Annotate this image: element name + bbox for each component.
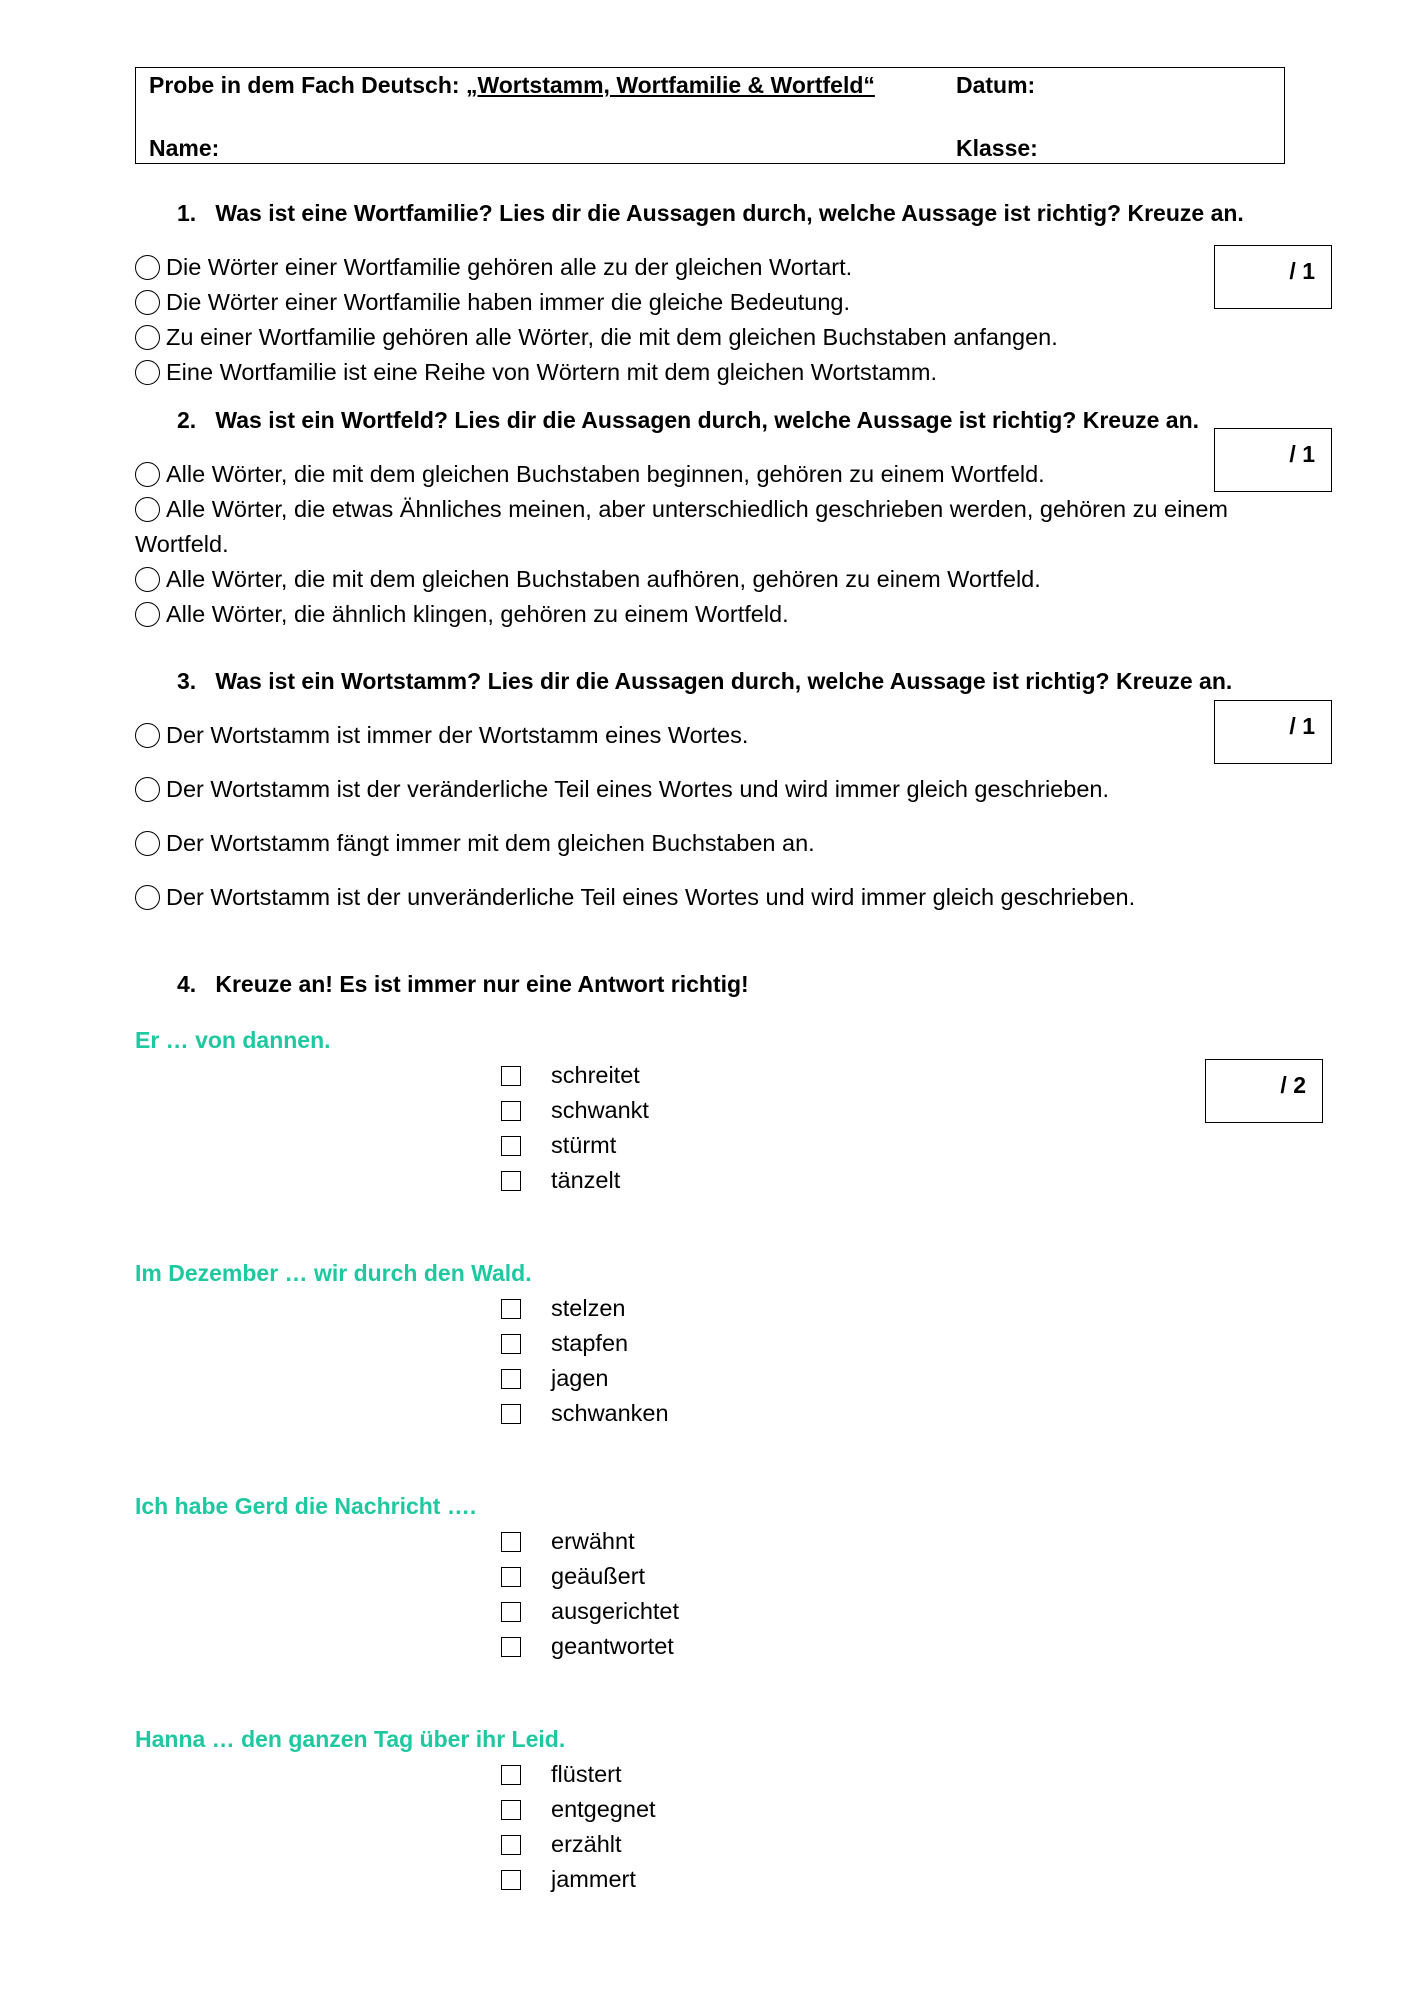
q4-item-1-choice-1[interactable]	[501, 1058, 640, 1093]
q2-option-4[interactable]	[135, 597, 789, 631]
q2-option-1[interactable]	[135, 457, 1045, 491]
radio-circle[interactable]	[135, 497, 160, 522]
q4-item-3-choice-2[interactable]	[501, 1559, 645, 1594]
q2-option-3[interactable]	[135, 562, 1041, 596]
radio-circle[interactable]	[135, 255, 160, 280]
checkbox[interactable]	[501, 1835, 521, 1855]
option-text: Alle Wörter, die mit dem gleichen Buchstaben beginnen, gehören zu einem Wortfeld.	[166, 461, 1045, 487]
q1-option-2[interactable]	[135, 285, 850, 319]
checkbox[interactable]	[501, 1299, 521, 1319]
test-title-prefix: Probe in dem Fach Deutsch:	[149, 72, 466, 98]
question-text: Was ist eine Wortfamilie? Lies dir die Aussagen durch, welche Aussage ist richtig? Kreuze an.	[215, 200, 1244, 226]
question-text: Was ist ein Wortstamm? Lies dir die Aussagen durch, welche Aussage ist richtig? Kreuze an.	[215, 668, 1233, 694]
q4-item-4-choice-1[interactable]	[501, 1757, 622, 1792]
test-topic: „Wortstamm, Wortfamilie & Wortfeld“	[465, 72, 875, 98]
test-title	[149, 72, 875, 99]
choice-text: erwähnt	[551, 1528, 635, 1554]
radio-circle[interactable]	[135, 602, 160, 627]
q4-sentence-3: Ich habe Gerd die Nachricht ….	[135, 1493, 477, 1519]
q4-sentence-4: Hanna … den ganzen Tag über ihr Leid.	[135, 1726, 566, 1752]
choice-text: stapfen	[551, 1330, 629, 1356]
option-text: Alle Wörter, die etwas Ähnliches meinen, aber unterschiedlich geschrieben werden, gehören zu einem	[166, 496, 1229, 522]
q4-item-1-choice-4[interactable]	[501, 1163, 620, 1198]
checkbox[interactable]	[501, 1800, 521, 1820]
q4-sentence-2: Im Dezember … wir durch den Wald.	[135, 1260, 532, 1286]
choice-text: erzählt	[551, 1831, 622, 1857]
question-2-score-box: / 1	[1214, 428, 1332, 492]
q4-item-3-choice-1[interactable]	[501, 1524, 635, 1559]
question-1-title	[177, 200, 1244, 227]
q4-item-4-choice-4[interactable]	[501, 1862, 636, 1897]
checkbox[interactable]	[501, 1765, 521, 1785]
question-4-score-box: / 2	[1205, 1059, 1323, 1123]
question-number: 3.	[177, 668, 197, 694]
option-text: Der Wortstamm fängt immer mit dem gleichen Buchstaben an.	[166, 830, 815, 856]
q4-sentence-1: Er … von dannen.	[135, 1027, 331, 1053]
q4-item-2-choice-3[interactable]	[501, 1361, 609, 1396]
class-label: Klasse:	[956, 135, 1038, 161]
name-label: Name:	[149, 135, 220, 161]
choice-text: flüstert	[551, 1761, 622, 1787]
checkbox[interactable]	[501, 1101, 521, 1121]
radio-circle[interactable]	[135, 777, 160, 802]
choice-text: entgegnet	[551, 1796, 656, 1822]
radio-circle[interactable]	[135, 831, 160, 856]
checkbox[interactable]	[501, 1870, 521, 1890]
radio-circle[interactable]	[135, 360, 160, 385]
choice-text: schwanken	[551, 1400, 669, 1426]
question-4-title	[177, 971, 749, 998]
radio-circle[interactable]	[135, 885, 160, 910]
choice-text: stelzen	[551, 1295, 626, 1321]
option-text: Zu einer Wortfamilie gehören alle Wörter, die mit dem gleichen Buchstaben anfangen.	[166, 324, 1058, 350]
question-text: Kreuze an! Es ist immer nur eine Antwort richtig!	[215, 971, 749, 997]
date-label: Datum:	[956, 72, 1036, 98]
question-1-score-box: / 1	[1214, 245, 1332, 309]
option-text: Die Wörter einer Wortfamilie gehören alle zu der gleichen Wortart.	[166, 254, 853, 280]
q2-option-2[interactable]	[135, 492, 1228, 526]
question-3-score-box: / 1	[1214, 700, 1332, 764]
checkbox[interactable]	[501, 1066, 521, 1086]
q4-item-4-choice-2[interactable]	[501, 1792, 656, 1827]
q4-item-3-choice-4[interactable]	[501, 1629, 674, 1664]
q4-item-2-choice-2[interactable]	[501, 1326, 628, 1361]
radio-circle[interactable]	[135, 567, 160, 592]
question-number: 1.	[177, 200, 197, 226]
radio-circle[interactable]	[135, 290, 160, 315]
choice-text: ausgerichtet	[551, 1598, 680, 1624]
choice-text: geantwortet	[551, 1633, 674, 1659]
q4-item-1-choice-2[interactable]	[501, 1093, 649, 1128]
choice-text: stürmt	[551, 1132, 617, 1158]
choice-text: geäußert	[551, 1563, 646, 1589]
option-text: Der Wortstamm ist der veränderliche Teil eines Wortes und wird immer gleich geschrieben.	[166, 776, 1109, 802]
q3-option-4[interactable]	[135, 880, 1135, 914]
choice-text: jammert	[551, 1866, 636, 1892]
option-text: Der Wortstamm ist immer der Wortstamm eines Wortes.	[166, 722, 749, 748]
checkbox[interactable]	[501, 1637, 521, 1657]
checkbox[interactable]	[501, 1404, 521, 1424]
option-text: Eine Wortfamilie ist eine Reihe von Wörtern mit dem gleichen Wortstamm.	[166, 359, 937, 385]
q1-option-4[interactable]	[135, 355, 937, 389]
choice-text: schwankt	[551, 1097, 649, 1123]
checkbox[interactable]	[501, 1136, 521, 1156]
question-number: 2.	[177, 407, 197, 433]
radio-circle[interactable]	[135, 723, 160, 748]
checkbox[interactable]	[501, 1334, 521, 1354]
option-text: Die Wörter einer Wortfamilie haben immer die gleiche Bedeutung.	[166, 289, 851, 315]
q2-option-2-continuation: Wortfeld.	[135, 531, 229, 557]
option-text: Der Wortstamm ist der unveränderliche Teil eines Wortes und wird immer gleich geschrieben.	[166, 884, 1136, 910]
q4-item-2-choice-4[interactable]	[501, 1396, 669, 1431]
question-3-title	[177, 668, 1232, 695]
q1-option-1[interactable]	[135, 250, 852, 284]
q3-option-2[interactable]	[135, 772, 1109, 806]
q3-option-3[interactable]	[135, 826, 815, 860]
q4-item-3-choice-3[interactable]	[501, 1594, 679, 1629]
q1-option-3[interactable]	[135, 320, 1058, 354]
q3-option-1[interactable]	[135, 718, 748, 752]
radio-circle[interactable]	[135, 462, 160, 487]
q4-item-1-choice-3[interactable]	[501, 1128, 616, 1163]
question-text: Was ist ein Wortfeld? Lies dir die Aussagen durch, welche Aussage ist richtig? Kreuze an.	[215, 407, 1200, 433]
choice-text: jagen	[551, 1365, 609, 1391]
question-2-title	[177, 407, 1199, 434]
checkbox[interactable]	[501, 1171, 521, 1191]
checkbox[interactable]	[501, 1567, 521, 1587]
checkbox[interactable]	[501, 1369, 521, 1389]
option-text: Alle Wörter, die mit dem gleichen Buchstaben aufhören, gehören zu einem Wortfeld.	[166, 566, 1041, 592]
radio-circle[interactable]	[135, 325, 160, 350]
choice-text: tänzelt	[551, 1167, 621, 1193]
choice-text: schreitet	[551, 1062, 640, 1088]
q4-item-2-choice-1[interactable]	[501, 1291, 625, 1326]
option-text: Alle Wörter, die ähnlich klingen, gehören zu einem Wortfeld.	[166, 601, 789, 627]
checkbox[interactable]	[501, 1602, 521, 1622]
checkbox[interactable]	[501, 1532, 521, 1552]
question-number: 4.	[177, 971, 197, 997]
q4-item-4-choice-3[interactable]	[501, 1827, 622, 1862]
